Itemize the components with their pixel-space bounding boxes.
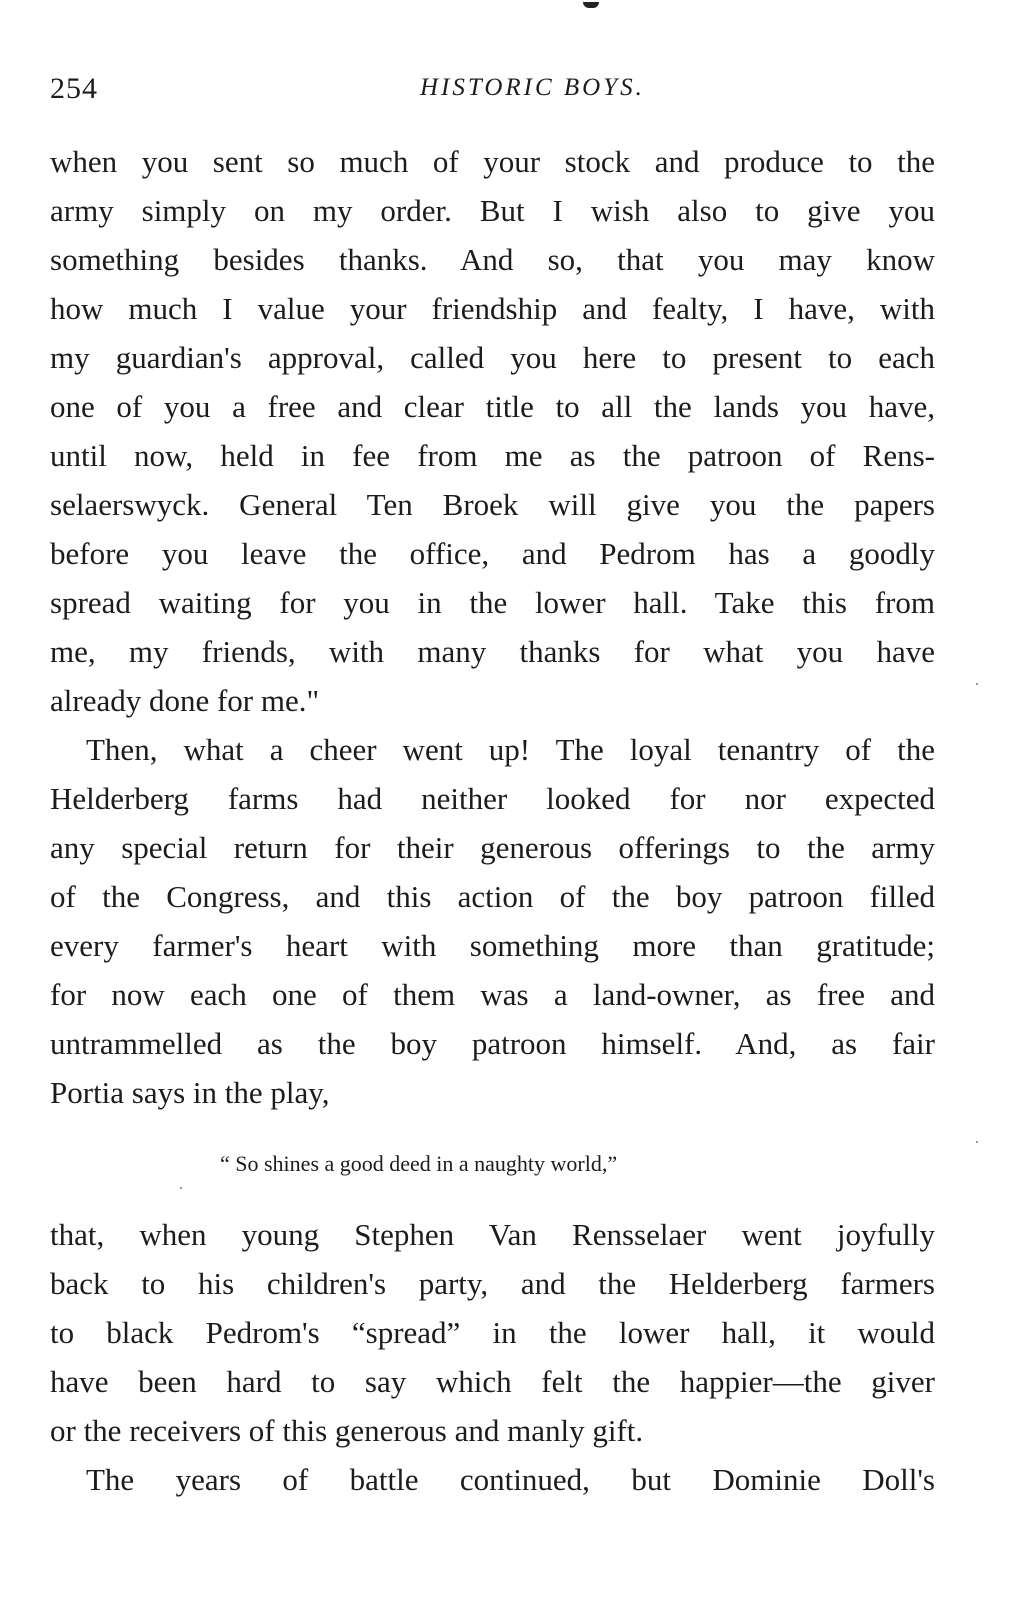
text-line: every farmer's heart with something more than gratitude; xyxy=(50,928,935,963)
scan-speck xyxy=(976,683,978,685)
text-line: any special return for their generous offerings to the army xyxy=(50,830,935,865)
text-line: to black Pedrom's “spread” in the lower hall, it would xyxy=(50,1315,935,1350)
text-line: how much I value your friendship and fealty, I have, with xyxy=(50,291,935,326)
text-line: when you sent so much of your stock and produce to the xyxy=(50,144,935,179)
text-line: have been hard to say which felt the happier—the giver xyxy=(50,1364,935,1399)
text-line: Then, what a cheer went up! The loyal tenantry of the xyxy=(86,732,935,767)
text-line: of the Congress, and this action of the boy patroon filled xyxy=(50,879,935,914)
text-line: spread waiting for you in the lower hall. Take this from xyxy=(50,585,935,620)
paragraph-1 xyxy=(50,137,935,725)
page-number: 254 xyxy=(50,72,98,105)
quotation: “ So shines a good deed in a naughty world,” xyxy=(220,1151,618,1176)
text-line: Helderberg farms had neither looked for nor expected xyxy=(50,781,935,816)
paragraph-3 xyxy=(50,1210,935,1455)
text-line: that, when young Stephen Van Rensselaer went joyfully xyxy=(50,1217,935,1252)
text-line: for now each one of them was a land-owner, as free and xyxy=(50,977,935,1012)
text-line: army simply on my order. But I wish also to give you xyxy=(50,193,935,228)
text-line: my guardian's approval, called you here to present to each xyxy=(50,340,935,375)
running-title: HISTORIC BOYS. xyxy=(420,74,645,101)
text-line: or the receivers of this generous and manly gift. xyxy=(50,1413,644,1448)
page-header xyxy=(50,72,935,112)
text-line: one of you a free and clear title to all the lands you have, xyxy=(50,389,935,424)
paragraph-2 xyxy=(50,725,935,1117)
text-line: me, my friends, with many thanks for what you have xyxy=(50,634,935,669)
text-line: Portia says in the play, xyxy=(50,1075,330,1110)
text-line: The years of battle continued, but Dominie Doll's xyxy=(86,1462,935,1497)
scan-speck xyxy=(976,1141,978,1143)
text-line: untrammelled as the boy patroon himself. And, as fair xyxy=(50,1026,935,1061)
text-line: until now, held in fee from me as the patroon of Rens- xyxy=(50,438,935,473)
text-line: before you leave the office, and Pedrom has a goodly xyxy=(50,536,935,571)
text-line: back to his children's party, and the Helderberg farmers xyxy=(50,1266,935,1301)
paragraph-4 xyxy=(50,1455,935,1504)
scan-speck xyxy=(180,1187,182,1189)
body-text xyxy=(50,137,935,1504)
scan-mark xyxy=(583,2,599,8)
text-line: something besides thanks. And so, that you may know xyxy=(50,242,935,277)
text-line: already done for me." xyxy=(50,683,320,718)
text-line: selaerswyck. General Ten Broek will give you the papers xyxy=(50,487,935,522)
